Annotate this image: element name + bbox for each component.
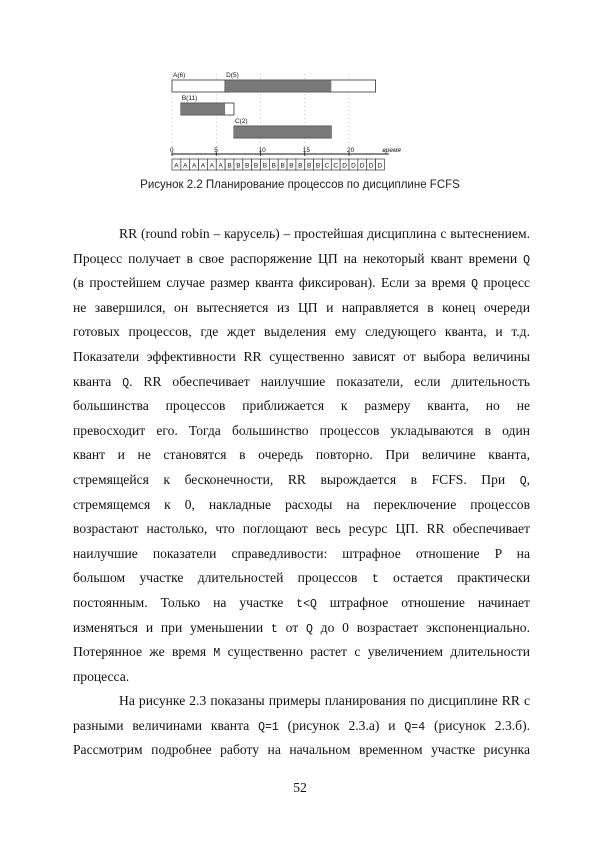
- text-line: не завершился, он вытесняется из ЦП и направляется в конец очереди: [73, 299, 530, 315]
- process-bar: [172, 80, 225, 92]
- text-line: RR (round robin – карусель) – простейшая дисциплина с вытеснением.: [119, 226, 530, 241]
- text-line: стремящемся к 0, накладные расходы на переключение процессов: [73, 496, 530, 512]
- text-line: [73, 616, 530, 641]
- text-line: Показатели эффективности RR существенно зависят от выбора величины: [73, 348, 530, 364]
- process-label: D(5): [226, 72, 239, 79]
- timeline-cell-label: D: [342, 162, 347, 170]
- text-line: [73, 247, 530, 272]
- process-label: A(6): [173, 72, 186, 79]
- text-span: от: [277, 619, 306, 635]
- timeline-cell-label: B: [298, 162, 303, 170]
- var-q: Q: [305, 622, 313, 636]
- var-q4: Q=4: [404, 720, 426, 734]
- text-span: существенно растет с увеличением длительности: [220, 644, 530, 660]
- text-line: квант и не становятся в очередь повторно. При величине кванта,: [73, 447, 530, 463]
- timeline-cell-label: A: [183, 162, 188, 170]
- text-span: (в простейшем случае размер кванта фиксирован). Если за время: [73, 275, 472, 291]
- var-q: Q: [519, 474, 527, 488]
- text-span: изменяться и при уменьшении: [73, 619, 271, 635]
- timeline-cell-label: A: [218, 162, 223, 170]
- figure-caption: Рисунок 2.2 Планирование процессов по дисциплине FCFS: [140, 179, 460, 191]
- var-t-lt-q: t<Q: [296, 597, 317, 611]
- text-line: [73, 271, 530, 296]
- process-run-segment: [225, 81, 331, 92]
- text-line: большинства процессов приближается к размеру кванта, но не: [73, 398, 530, 414]
- timeline-cell-label: D: [359, 162, 365, 170]
- text-span: постоянным. Только на участке: [73, 594, 297, 610]
- text-line: наилучшие показатели справедливости: штрафное отношение P на: [73, 545, 530, 561]
- tick-label: 10: [258, 147, 266, 154]
- var-q: Q: [122, 376, 130, 390]
- text-line: готовых процессов, где ждет выделения ему следующего кванта, и т.д.: [73, 324, 530, 340]
- tick-label: 0: [170, 147, 174, 154]
- timeline-cell-label: D: [368, 162, 374, 170]
- timeline-cell-label: B: [315, 162, 321, 170]
- text-line: превосходит его. Тогда большинство процессов укладываются в один: [73, 422, 530, 438]
- timeline-cell-label: D: [377, 162, 383, 170]
- text-span: ,: [526, 471, 530, 487]
- text-span: (рисунок 2.3.а) и: [278, 717, 405, 733]
- var-m: M: [213, 647, 221, 661]
- timeline-cell-label: B: [280, 162, 285, 170]
- timeline-cell-label: A: [209, 162, 214, 170]
- text-span: кванта: [73, 373, 123, 389]
- text-line: процесса.: [73, 668, 130, 684]
- gantt-figure: [0, 0, 600, 180]
- text-span: штрафное отношение начинает: [316, 594, 530, 610]
- timeline-cell-label: B: [227, 162, 232, 170]
- process-label: B(11): [181, 95, 198, 102]
- text-line: [73, 468, 530, 493]
- var-t: t: [270, 622, 278, 636]
- text-span: разными величинами кванта: [73, 717, 259, 733]
- text-span: остается практически: [378, 570, 530, 586]
- text-line: возрастают настолько, что поглощают весь ресурс ЦП. RR обеспечивает: [73, 521, 530, 537]
- text-line: [73, 591, 530, 616]
- tick-label: 20: [347, 147, 355, 154]
- timeline-cell-label: C: [333, 162, 339, 170]
- text-line: [73, 714, 530, 739]
- text-span: большом участке длительностей процессов: [73, 570, 372, 586]
- timeline-cell-label: B: [253, 162, 259, 170]
- text-span: до 0 возрастает экспоненциально.: [312, 619, 530, 635]
- timeline-cell-label: B: [236, 162, 241, 170]
- timeline-cell-label: D: [351, 162, 356, 170]
- text-line: [73, 370, 530, 395]
- body-text: [73, 222, 530, 763]
- text-span: стремящейся к бесконечности, RR вырождается в FCFS. При: [73, 471, 520, 487]
- timeline-cell-label: A: [191, 162, 197, 170]
- text-line: [73, 566, 530, 591]
- var-q1: Q=1: [258, 720, 279, 734]
- timeline-cell-label: A: [200, 162, 206, 170]
- timeline-cell-label: C: [324, 162, 330, 170]
- timeline-cell-label: B: [271, 162, 276, 170]
- timeline-cell-label: A: [174, 162, 179, 170]
- timeline-cell-label: B: [307, 162, 312, 170]
- text-line: [73, 640, 530, 665]
- text-line: На рисунке 2.3 показаны примеры планирования по дисциплине RR с: [119, 693, 530, 709]
- tick-label: 5: [214, 147, 218, 154]
- process-run-segment: [234, 127, 331, 138]
- text-line: Рассмотрим подробнее работу на начальном временном участке рисунка: [73, 742, 530, 758]
- timeline-cell-label: B: [245, 162, 250, 170]
- var-q: Q: [471, 278, 478, 292]
- timeline-cell-label: B: [262, 162, 268, 170]
- var-q: Q: [523, 253, 530, 267]
- axis-unit-label: время: [382, 147, 401, 154]
- process-run-segment: [181, 104, 225, 115]
- var-t: t: [371, 573, 379, 587]
- text-span: Процесс получает в свое распоряжение ЦП на некоторый квант времени: [73, 250, 524, 266]
- text-span: процесс: [478, 275, 530, 291]
- page-number: 52: [293, 780, 307, 795]
- process-label: C(2): [234, 118, 248, 125]
- text-span: (рисунок 2.3.б).: [425, 717, 530, 733]
- timeline-cell-label: B: [289, 162, 294, 170]
- text-span: . RR обеспечивает наилучшие показатели, если длительность: [129, 373, 530, 389]
- text-span: Потерянное же время: [73, 644, 214, 660]
- tick-label: 15: [302, 147, 310, 154]
